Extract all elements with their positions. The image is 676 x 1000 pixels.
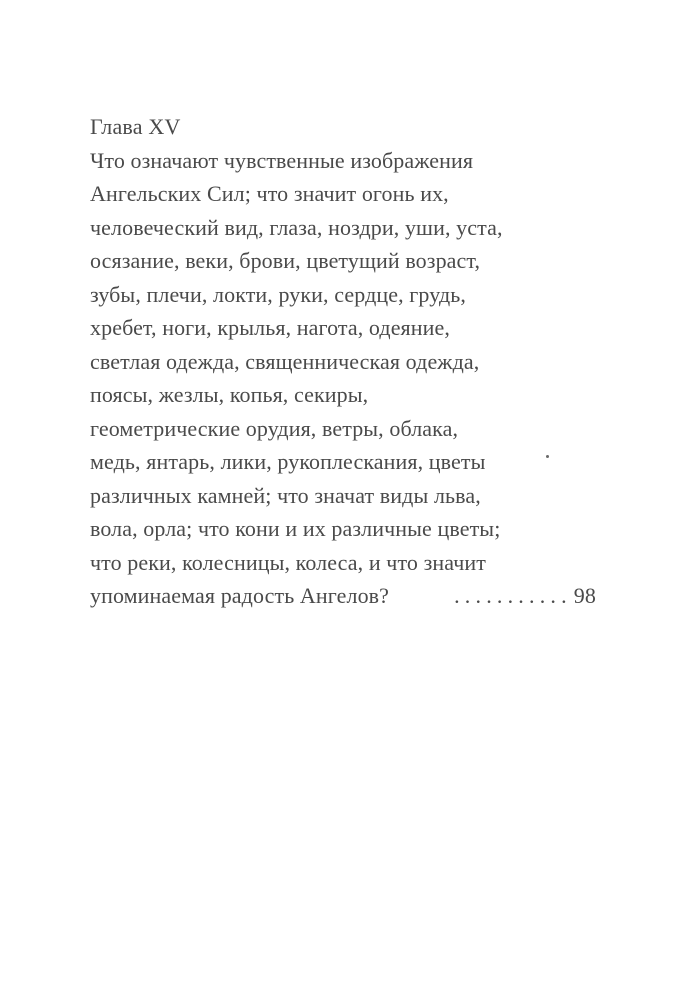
print-speck	[546, 455, 549, 458]
toc-line-final-text: упоминаемая радость Ангелов?	[90, 583, 390, 608]
toc-line-1: Что означают чувственные изображения	[90, 147, 474, 173]
toc-line-9: геометрические орудия, ветры, облака,	[90, 415, 459, 441]
dot-leader: ...........	[454, 583, 572, 608]
toc-entry-chapter-15	[90, 110, 600, 613]
toc-line-8: поясы, жезлы, копья, секиры,	[90, 382, 369, 407]
toc-line-3: человеческий вид, глаза, ноздри, уши, уста,	[90, 214, 503, 240]
toc-line-10: медь, янтарь, лики, рукоплескания, цветы	[90, 449, 486, 474]
toc-line-7: светлая одежда, священническая одежда,	[90, 348, 480, 374]
chapter-label: Глава XV	[90, 114, 181, 139]
toc-line-11: различных камней; что значат виды льва,	[90, 482, 481, 508]
toc-line-13: что реки, колесницы, колеса, и что значит	[90, 549, 486, 575]
toc-line-12: вола, орла; что кони и их различные цветы;	[90, 516, 501, 541]
toc-line-5: зубы, плечи, локти, руки, сердце, грудь,	[90, 281, 466, 307]
toc-line-6: хребет, ноги, крылья, нагота, одеяние,	[90, 315, 450, 340]
toc-line-4: осязание, веки, брови, цветущий возраст,	[90, 248, 481, 273]
toc-line-final	[90, 579, 596, 613]
page-number: 98	[573, 583, 596, 608]
toc-line-2: Ангельских Сил; что значит огонь их,	[90, 181, 449, 206]
